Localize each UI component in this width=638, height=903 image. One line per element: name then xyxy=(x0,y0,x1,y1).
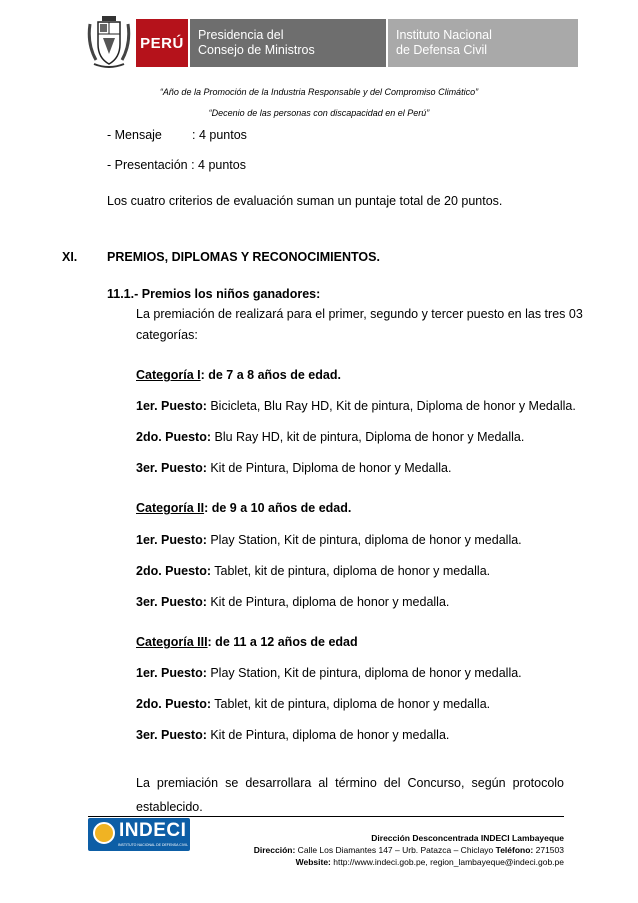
prize-place: 2do. Puesto: xyxy=(136,697,212,711)
criteria-presentacion: - Presentación : 4 puntos xyxy=(107,158,246,172)
footer-address xyxy=(254,845,564,855)
closing-line1: La premiación se desarrollara al término del Concurso, según protocolo xyxy=(136,776,564,790)
peru-label: PERÚ xyxy=(136,19,188,67)
prize-line xyxy=(136,461,451,475)
prize-place: 3er. Puesto: xyxy=(136,461,207,475)
criteria-mensaje-value: : 4 puntos xyxy=(192,128,247,142)
prize-text: Play Station, Kit de pintura, diploma de honor y medalla. xyxy=(206,533,522,547)
motto-decade: “Decenio de las personas con discapacidad en el Perú” xyxy=(208,108,430,118)
address-value: Calle Los Diamantes 147 – Urb. Patazca – Chiclayo xyxy=(295,845,496,855)
footer-divider xyxy=(88,816,564,817)
government-banner xyxy=(136,19,578,67)
prize-line xyxy=(136,399,576,413)
prize-text: Play Station, Kit de pintura, diploma de honor y medalla. xyxy=(206,666,522,680)
category-desc: : de 7 a 8 años de edad. xyxy=(200,368,341,382)
indeci-line1: Instituto Nacional xyxy=(396,28,492,42)
prize-place: 3er. Puesto: xyxy=(136,595,207,609)
logo-subtitle: INSTITUTO NACIONAL DE DEFENSA CIVIL xyxy=(118,843,189,847)
prize-line xyxy=(136,564,490,578)
prize-line xyxy=(136,533,522,547)
pcm-line2: Consejo de Ministros xyxy=(198,43,315,57)
indeci-line2: de Defensa Civil xyxy=(396,43,488,57)
prize-text: Kit de Pintura, diploma de honor y medalla. xyxy=(206,595,450,609)
category-heading xyxy=(136,368,341,382)
criteria-total: Los cuatro criterios de evaluación suman un puntaje total de 20 puntos. xyxy=(107,194,503,208)
prize-text: Bicicleta, Blu Ray HD, Kit de pintura, Diploma de honor y Medalla. xyxy=(206,399,576,413)
prize-line xyxy=(136,666,522,680)
prize-place: 2do. Puesto: xyxy=(136,564,212,578)
prize-line xyxy=(136,595,449,609)
category-heading xyxy=(136,501,351,515)
prize-text: Kit de Pintura, Diploma de honor y Medalla. xyxy=(206,461,452,475)
web-label: Website: xyxy=(295,857,331,867)
prize-text: Tablet, kit de pintura, diploma de honor y medalla. xyxy=(211,564,491,578)
indeci-logo xyxy=(88,818,190,851)
prize-place: 3er. Puesto: xyxy=(136,728,207,742)
address-label: Dirección: xyxy=(253,845,296,855)
pcm-label xyxy=(188,19,386,67)
prize-text: Tablet, kit de pintura, diploma de honor y medalla. xyxy=(211,697,491,711)
category-desc: : de 9 a 10 años de edad. xyxy=(204,501,352,515)
footer-web xyxy=(296,857,564,867)
prize-place: 1er. Puesto: xyxy=(136,533,207,547)
category-label: Categoría I xyxy=(136,368,201,382)
phone-value: 271503 xyxy=(533,845,564,855)
prize-line xyxy=(136,697,490,711)
prize-line xyxy=(136,430,524,444)
pcm-line1: Presidencia del xyxy=(198,28,284,42)
web-value: http://www.indeci.gob.pe, region_lambayeque@indeci.gob.pe xyxy=(330,857,564,867)
category-desc: : de 11 a 12 años de edad xyxy=(207,635,358,649)
phone-label: Teléfono: xyxy=(495,845,534,855)
category-label: Categoría II xyxy=(136,501,205,515)
category-label: Categoría III xyxy=(136,635,208,649)
globe-icon xyxy=(93,822,115,844)
category-heading xyxy=(136,635,358,649)
prize-text: Kit de Pintura, diploma de honor y medalla. xyxy=(206,728,450,742)
section-title: PREMIOS, DIPLOMAS Y RECONOCIMIENTOS. xyxy=(107,250,380,264)
motto-year: “Año de la Promoción de la Industria Responsable y del Compromiso Climático” xyxy=(159,87,479,97)
closing-line2: establecido. xyxy=(136,800,203,814)
prize-place: 1er. Puesto: xyxy=(136,666,207,680)
subsection-heading: 11.1.- Premios los niños ganadores: xyxy=(107,287,321,301)
criteria-mensaje-label: - Mensaje xyxy=(107,128,162,142)
prize-line xyxy=(136,728,449,742)
subsection-intro-line2: categorías: xyxy=(136,328,198,342)
prize-place: 2do. Puesto: xyxy=(136,430,212,444)
footer-office: Dirección Desconcentrada INDECI Lambayeque xyxy=(371,833,564,843)
logo-word: INDECI xyxy=(119,820,187,841)
subsection-intro-line1: La premiación de realizará para el primer, segundo y tercer puesto en las tres 03 xyxy=(136,307,583,321)
coat-of-arms-icon xyxy=(86,14,132,70)
prize-text: Blu Ray HD, kit de pintura, Diploma de honor y Medalla. xyxy=(211,430,525,444)
section-number: XI. xyxy=(62,250,78,264)
prize-place: 1er. Puesto: xyxy=(136,399,207,413)
indeci-label xyxy=(386,19,578,67)
